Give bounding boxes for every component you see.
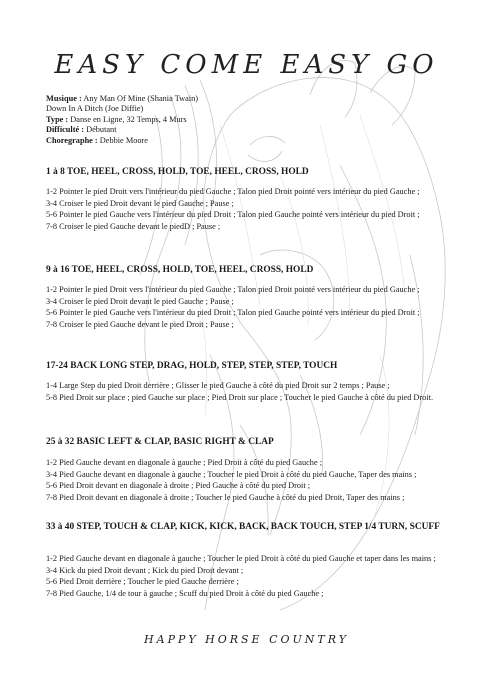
difficulty-label: Difficulté : bbox=[46, 125, 85, 135]
step-line: 3-4 Pied Gauche devant en diagonale à gauche ; Toucher le pied Droit à côté du pied Gauche, Taper des mains ; bbox=[46, 469, 417, 479]
section-heading: 1 à 8 TOE, HEEL, CROSS, HOLD, TOE, HEEL, CROSS, HOLD bbox=[46, 167, 309, 177]
section-steps bbox=[46, 284, 466, 330]
step-line: 7-8 Pied Droit devant en diagonale à droite ; Toucher le pied Gauche à côté du pied Droit, Taper des mains ; bbox=[46, 492, 405, 502]
step-line: 3-4 Croiser le pied Droit devant le pied Gauche ; Pause ; bbox=[46, 296, 234, 306]
dance-info bbox=[46, 94, 466, 146]
step-line: 5-6 Pied Droit devant en diagonale à droite ; Pied Gauche à côté du pied Droit ; bbox=[46, 481, 311, 491]
step-line: 3-4 Kick du pied Droit devant ; Kick du pied Droit devant ; bbox=[46, 565, 244, 575]
step-line: 1-4 Large Step du pied Droit derrière ; Glisser le pied Gauche à côté du pied Droit sur 2 temps ; Pause ; bbox=[46, 381, 390, 390]
step-line: 1-2 Pied Gauche devant en diagonale à gauche ; Pied Droit à côté du pied Gauche ; bbox=[46, 458, 323, 467]
footer-brand: HAPPY HORSE COUNTRY bbox=[144, 633, 349, 646]
section-steps bbox=[46, 553, 466, 599]
section-heading: 33 à 40 STEP, TOUCH & CLAP, KICK, KICK, BACK, BACK TOUCH, STEP 1/4 TURN, SCUFF bbox=[46, 522, 440, 532]
step-line: 5-6 Pointer le pied Gauche vers l'intérieur du pied Droit ; Talon pied Gauche pointé vers intérieur du pied Droit ; bbox=[46, 308, 420, 318]
step-line: 7-8 Croiser le pied Gauche devant le pied Droit ; Pause ; bbox=[46, 319, 234, 329]
difficulty-row bbox=[46, 125, 466, 135]
type-row bbox=[46, 115, 466, 125]
type-value: Danse en Ligne, 32 Temps, 4 Murs bbox=[70, 114, 187, 124]
music-label: Musique : bbox=[46, 94, 82, 103]
step-line: 1-2 Pointer le pied Droit vers l'intérieur du pied Gauche ; Talon pied Droit pointé vers intérieur du pied Gauche ; bbox=[46, 285, 420, 294]
section-steps bbox=[46, 186, 466, 232]
step-line: 7-8 Pied Gauche, 1/4 de tour à gauche ; Scuff du pied Droit à côté du pied Gauche ; bbox=[46, 588, 324, 598]
music-row bbox=[46, 94, 466, 104]
difficulty-value: Débutant bbox=[86, 125, 117, 135]
step-line: 1-2 Pointer le pied Droit vers l'intérieur du pied Gauche ; Talon pied Droit pointé vers intérieur du pied Gauche ; bbox=[46, 187, 420, 196]
step-line: 5-6 Pied Droit derrière ; Toucher le pied Gauche derrière ; bbox=[46, 577, 239, 587]
step-line: 7-8 Croiser le pied Gauche devant le piedD ; Pause ; bbox=[46, 221, 221, 231]
dance-title: EASY COME EASY GO bbox=[54, 50, 439, 80]
step-line: 1-2 Pied Gauche devant en diagonale à gauche ; Toucher le pied Droit à côté du pied Gauche et taper dans les mains ; bbox=[46, 554, 436, 563]
choreographer-value: Debbie Moore bbox=[99, 135, 148, 145]
music-alt: Down In A Ditch (Joe Diffie) bbox=[46, 104, 144, 114]
section-steps bbox=[46, 457, 466, 503]
step-line: 5-8 Pied Droit sur place ; pied Gauche sur place ; Pied Droit sur place ; Toucher le pied Gauche à côté du pied Droit. bbox=[46, 392, 434, 402]
step-line: 3-4 Croiser le pied Droit devant le pied Gauche ; Pause ; bbox=[46, 198, 234, 208]
choreographer-row bbox=[46, 136, 466, 146]
section-heading: 17-24 BACK LONG STEP, DRAG, HOLD, STEP, STEP, STEP, TOUCH bbox=[46, 361, 338, 371]
section-heading: 9 à 16 TOE, HEEL, CROSS, HOLD, TOE, HEEL, CROSS, HOLD bbox=[46, 265, 314, 275]
section-heading: 25 à 32 BASIC LEFT & CLAP, BASIC RIGHT & CLAP bbox=[46, 437, 274, 447]
section-steps bbox=[46, 380, 466, 403]
type-label: Type : bbox=[46, 114, 69, 124]
step-line: 5-6 Pointer le pied Gauche vers l'intérieur du pied Droit ; Talon pied Gauche pointé vers intérieur du pied Droit ; bbox=[46, 210, 420, 220]
music-value: Any Man Of Mine (Shania Twain) bbox=[83, 94, 199, 103]
choreographer-label: Choregraphe : bbox=[46, 135, 98, 145]
